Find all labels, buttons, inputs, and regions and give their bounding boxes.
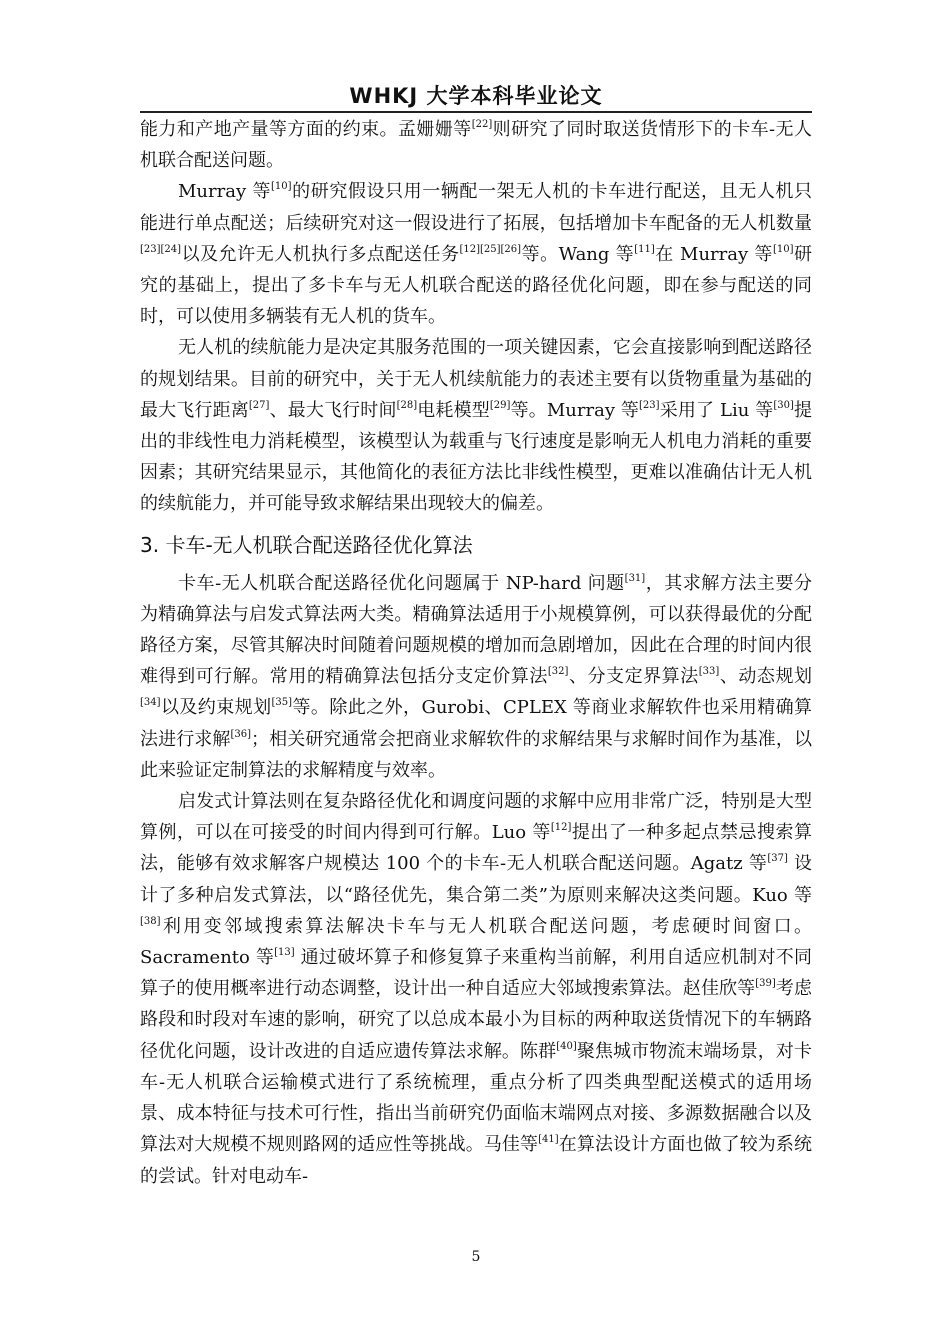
citation-ref: [37]: [767, 853, 788, 865]
text-run: 提出了一种多起点禁忌搜索算法，能够有效求解客户规模达 100 个的卡车-无人机联合配送问题。Agatz 等: [140, 822, 812, 875]
text-run: 的研究假设只用一辆配一架无人机的卡车进行配送，且无人机只能进行单点配送；后续研究对这一假设进行了拓展，包括增加卡车配备的无人机数量: [140, 181, 812, 234]
citation-ref: [10]: [772, 243, 794, 255]
text-run: 、动态规划: [719, 666, 813, 688]
citation-ref: [41]: [538, 1134, 559, 1146]
text-run: 提出的非线性电力消耗模型，该模型认为载重与飞行速度是影响无人机电力消耗的重要因素；其研究结果显示，其他简化的表征方法比非线性模型，更难以准确估计无人机的续航能力，并可能导致求解结果出现较大的偏差。: [140, 399, 813, 515]
citation-ref: [23]: [639, 399, 660, 411]
text-run: 以及约束规划: [160, 697, 272, 719]
text-run: 设计了多种启发式算法，以“路径优先，集合第二类”为原则来解决这类问题。Kuo 等: [140, 853, 812, 906]
body-text: [140, 114, 812, 1192]
header-rule: [140, 111, 812, 113]
text-run: 等。Murray 等: [510, 399, 640, 421]
text-run: 、分支定界算法: [568, 666, 699, 688]
citation-ref: [27]: [248, 399, 270, 411]
citation-ref: [22]: [471, 119, 493, 130]
text-run: 在算法设计方面也做了较为系统的尝试。针对电动车-: [140, 1134, 813, 1187]
text-run: 能力和产地产量等方面的约束。孟姗姗等: [140, 119, 472, 140]
running-header: WHKJ 大学本科毕业论文: [349, 84, 603, 108]
paragraph-group-2: [140, 568, 812, 1192]
text-run: 利用变邻域搜索算法解决卡车与无人机联合配送问题，考虑硬时间窗口。Sacramento 等: [140, 915, 812, 969]
text-run: 聚焦城市物流末端场景，对卡车-无人机联合运输模式进行了系统梳理，重点分析了四类典型配送模式的适用场景、成本特征与技术可行性，指出当前研究仍面临末端网点对接、多源数据融合以及算法对大规模不规则路网的适应性等挑战。马佳等: [140, 1040, 813, 1156]
text-run: 研究的基础上，提出了多卡车与无人机联合配送的路径优化问题，即在参与配送的同时，可以使用多辆装有无人机的货车。: [140, 243, 813, 328]
citation-ref: [12][25][26]: [459, 243, 522, 255]
paragraph: [140, 176, 812, 332]
text-run: Murray 等: [178, 181, 272, 203]
citation-ref: [32]: [547, 666, 569, 678]
citation-ref: [33]: [698, 666, 720, 678]
text-run: ，其求解方法主要分为精确算法与启发式算法两大类。精确算法适用于小规模算例，可以获得最优的分配路径方案，尽管其解决时间随着问题规模的增加而急剧增加，因此在合理的时间内很难得到可行解。常用的精确算法包括分支定价算法: [140, 572, 813, 688]
text-run: 卡车-无人机联合配送路径优化问题属于 NP-hard 问题: [178, 572, 625, 594]
paragraph: [140, 332, 812, 519]
citation-ref: [29]: [489, 399, 511, 411]
citation-ref: [40]: [556, 1040, 577, 1052]
citation-ref: [10]: [271, 181, 292, 193]
citation-ref: [36]: [230, 728, 252, 740]
section-heading: 3. 卡车-无人机联合配送路径优化算法: [140, 532, 473, 557]
paragraph: [140, 114, 812, 176]
text-run: 在 Murray 等: [654, 243, 773, 265]
citation-ref: [38]: [140, 915, 161, 927]
text-run: 考虑路段和时段对车速的影响，研究了以总成本最小为目标的两种取送货情况下的车辆路径优化问题，设计改进的自适应遗传算法求解。陈群: [140, 978, 813, 1062]
citation-ref: [13]: [274, 947, 295, 959]
citation-ref: [34]: [140, 697, 161, 709]
citation-ref: [12]: [550, 822, 572, 834]
paragraph: [140, 786, 812, 1192]
citation-ref: [39]: [755, 978, 776, 990]
text-run: 则研究了同时取送货情形下的卡车-无人机联合配送问题。: [140, 119, 812, 172]
citation-ref: [23][24]: [140, 243, 182, 255]
text-run: ；相关研究通常会把商业求解软件的求解结果与求解时间作为基准，以此来验证定制算法的求解精度与效率。: [140, 728, 813, 781]
citation-ref: [30]: [773, 399, 794, 411]
text-run: 通过破坏算子和修复算子来重构当前解，利用自适应机制对不同算子的使用概率进行动态调整，设计出一种自适应大邻域搜索算法。赵佳欣等: [140, 947, 813, 1000]
text-run: 电耗模型: [417, 399, 490, 421]
text-run: 无人机的续航能力是决定其服务范围的一项关键因素，它会直接影响到配送路径的规划结果。目前的研究中，关于无人机续航能力的表述主要有以货物重量为基础的最大飞行距离: [140, 337, 812, 421]
page-number: 5: [471, 1249, 481, 1265]
text-run: 、最大飞行时间: [269, 399, 397, 421]
citation-ref: [35]: [271, 697, 293, 709]
text-run: 采用了 Liu 等: [659, 399, 774, 421]
text-run: 以及允许无人机执行多点配送任务: [181, 243, 460, 265]
citation-ref: [31]: [624, 572, 646, 584]
text-run: 等。Wang 等: [521, 243, 635, 265]
text-run: 启发式计算法则在复杂路径优化和调度问题的求解中应用非常广泛，特别是大型算例，可以在可接受的时间内得到可行解。Luo 等: [140, 791, 812, 844]
citation-ref: [11]: [634, 243, 655, 255]
text-run: 等。除此之外，Gurobi、CPLEX 等商业求解软件也采用精确算法进行求解: [140, 697, 813, 750]
paragraph-group-1: [140, 114, 812, 520]
citation-ref: [28]: [396, 399, 418, 411]
paragraph: [140, 568, 812, 786]
